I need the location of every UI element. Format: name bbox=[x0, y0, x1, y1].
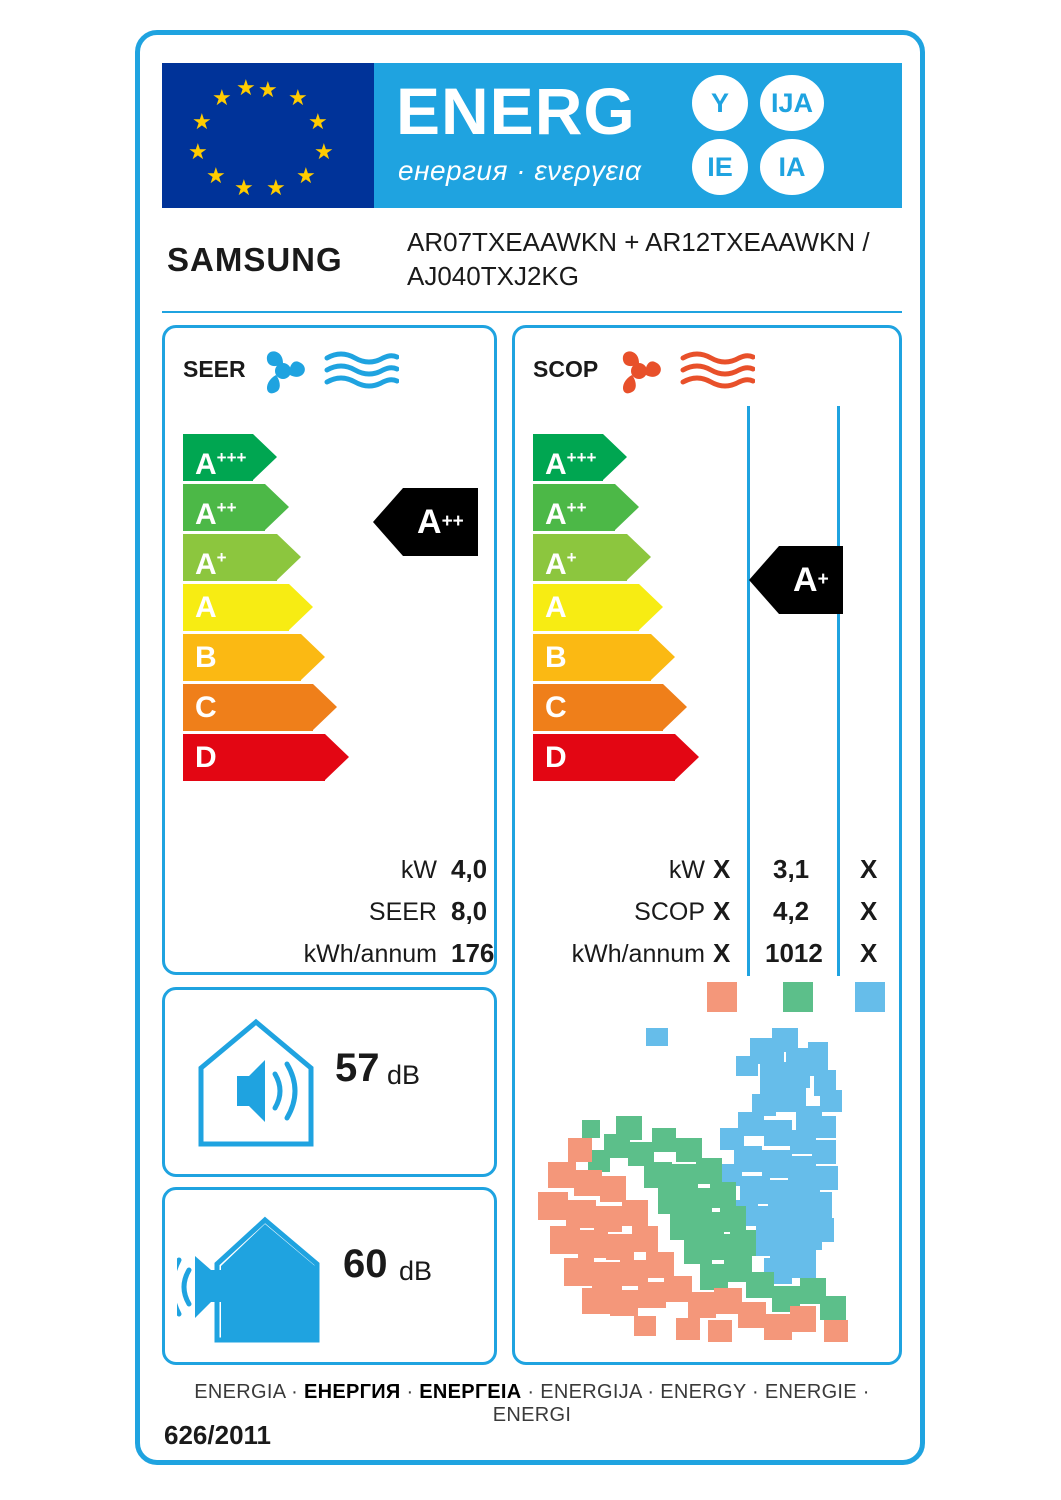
heating-row-kwh-label: kWh/annum bbox=[571, 940, 705, 968]
heating-warmer-kw: X bbox=[713, 854, 731, 884]
lang-circle-y: Y bbox=[692, 75, 748, 131]
heating-grade-label: D bbox=[545, 741, 567, 774]
heating-grade-arrow bbox=[651, 634, 675, 680]
cooling-grade-arrow bbox=[301, 634, 325, 680]
flag-star: ★ bbox=[314, 139, 334, 164]
heating-efficiency-scale bbox=[533, 434, 713, 784]
cooling-grade-5 bbox=[183, 634, 363, 681]
heating-grade-arrow bbox=[675, 734, 699, 780]
heating-warmer-scop: X bbox=[713, 896, 731, 926]
heating-row-scop-label: SCOP bbox=[634, 898, 705, 926]
heating-grade-7 bbox=[533, 734, 713, 781]
footer-lang-5: ENERGY bbox=[660, 1381, 747, 1403]
cooling-grade-label: A+ bbox=[195, 548, 227, 581]
heating-grade-arrow bbox=[663, 684, 687, 730]
lang-circle-ia: IA bbox=[760, 139, 824, 195]
climate-legend-warmer bbox=[707, 982, 737, 1012]
europe-climate-map bbox=[524, 1020, 894, 1360]
heating-grade-label: B bbox=[545, 641, 567, 674]
flag-star: ★ bbox=[288, 85, 308, 110]
cooling-grade-label: D bbox=[195, 741, 217, 774]
brand-row bbox=[162, 217, 902, 309]
airflow-waves-icon-cooling bbox=[323, 350, 399, 392]
heating-grade-4 bbox=[533, 584, 713, 631]
cooling-grade-arrow bbox=[289, 584, 313, 630]
energy-subtitle: енергия · ενεργεια bbox=[398, 155, 642, 186]
cooling-grade-label: A bbox=[195, 591, 217, 624]
energy-label bbox=[135, 30, 925, 1465]
manufacturer-name: SAMSUNG bbox=[167, 241, 343, 278]
flag-star: ★ bbox=[206, 163, 226, 188]
cooling-grade-2 bbox=[183, 484, 363, 531]
house-speaker-outdoor-icon bbox=[177, 1210, 327, 1350]
cooling-row-seer-value: 8,0 bbox=[451, 896, 488, 926]
eu-flag bbox=[162, 63, 374, 208]
cooling-grade-1 bbox=[183, 434, 363, 481]
cooling-row-kw-value: 4,0 bbox=[451, 854, 488, 884]
fan-icon-heating bbox=[607, 342, 671, 400]
header-divider bbox=[162, 311, 902, 313]
heating-title: SCOP bbox=[533, 356, 599, 382]
heating-grade-arrow bbox=[639, 584, 663, 630]
indoor-noise-panel bbox=[162, 987, 497, 1177]
flag-star: ★ bbox=[266, 175, 286, 200]
footer-lang-7: ENERGI bbox=[492, 1404, 572, 1426]
indoor-noise-value: 57 bbox=[335, 1046, 380, 1090]
heating-grade-arrow bbox=[615, 484, 639, 530]
heating-grade-arrow bbox=[627, 534, 651, 580]
cooling-grade-arrow bbox=[265, 484, 289, 530]
cooling-grade-arrow bbox=[277, 534, 301, 580]
heating-grade-label: C bbox=[545, 691, 567, 724]
heating-grade-3 bbox=[533, 534, 713, 581]
heating-grade-arrow bbox=[603, 434, 627, 480]
cooling-rating-value: A ++ bbox=[403, 488, 478, 556]
footer-languages: ENERGIA · ЕНЕРГИЯ · ΕΝΕΡΓΕΙΑ · ENERGIJA · ENERGY · ENERGIE · ENERGI bbox=[194, 1381, 870, 1426]
cooling-grade-label: A++ bbox=[195, 498, 237, 531]
lang-circle-ie: IE bbox=[692, 139, 748, 195]
heating-grade-label: A+ bbox=[545, 548, 577, 581]
footer-lang-1: ENERGIA bbox=[194, 1381, 286, 1403]
energy-banner bbox=[374, 63, 902, 208]
heating-grade-2 bbox=[533, 484, 713, 531]
energy-wordmark: ENERG bbox=[396, 74, 636, 148]
footer-lang-3: ΕΝΕΡΓΕΙΑ bbox=[419, 1381, 522, 1403]
heating-grade-1 bbox=[533, 434, 713, 481]
fan-icon-cooling bbox=[251, 342, 315, 400]
cooling-grade-arrow bbox=[253, 434, 277, 480]
heating-colder-kw: X bbox=[860, 854, 878, 884]
cooling-row-kwh-value: 176 bbox=[451, 938, 495, 968]
heating-colder-kwh: X bbox=[860, 938, 878, 968]
climate-legend-colder bbox=[855, 982, 885, 1012]
climate-column-divider-1 bbox=[747, 406, 750, 976]
lang-circle-ija: IJA bbox=[760, 75, 824, 131]
model-identifier: AR07TXEAAWKN + AR12TXEAAWKN / AJ040TXJ2KG bbox=[407, 227, 870, 291]
heating-grade-6 bbox=[533, 684, 713, 731]
cooling-grade-4 bbox=[183, 584, 363, 631]
label-header bbox=[162, 63, 902, 208]
footer-lang-6: ENERGIE bbox=[764, 1381, 857, 1403]
outdoor-noise-value: 60 bbox=[343, 1242, 388, 1286]
outdoor-noise-unit: dB bbox=[399, 1256, 433, 1286]
heating-grade-label: A++ bbox=[545, 498, 587, 531]
cooling-grade-label: B bbox=[195, 641, 217, 674]
cooling-panel bbox=[162, 325, 497, 975]
cooling-grade-label: A+++ bbox=[195, 448, 247, 481]
heating-average-kwh: 1012 bbox=[765, 938, 823, 968]
cooling-grade-arrow bbox=[313, 684, 337, 730]
flag-star: ★ bbox=[236, 75, 256, 100]
flag-star: ★ bbox=[234, 175, 254, 200]
flag-star: ★ bbox=[188, 139, 208, 164]
house-speaker-indoor-icon bbox=[191, 1014, 321, 1154]
footer-lang-4: ENERGIJA bbox=[540, 1381, 642, 1403]
heating-grade-5 bbox=[533, 634, 713, 681]
cooling-grade-label: C bbox=[195, 691, 217, 724]
heating-row-kw-label: kW bbox=[668, 856, 705, 884]
indoor-noise-unit: dB bbox=[387, 1060, 421, 1090]
cooling-row-kwh-label: kWh/annum bbox=[303, 940, 437, 968]
cooling-grade-6 bbox=[183, 684, 363, 731]
heating-rating-value: A + bbox=[779, 546, 843, 614]
heating-average-kw: 3,1 bbox=[773, 854, 810, 884]
cooling-row-seer-label: SEER bbox=[368, 898, 437, 926]
cooling-title: SEER bbox=[183, 356, 246, 382]
heating-colder-scop: X bbox=[860, 896, 878, 926]
cooling-grade-arrow bbox=[325, 734, 349, 780]
flag-star: ★ bbox=[296, 163, 316, 188]
flag-star: ★ bbox=[258, 77, 278, 102]
regulation-number: 626/2011 bbox=[164, 1420, 272, 1450]
cooling-grade-3 bbox=[183, 534, 363, 581]
climate-column-divider-2 bbox=[837, 406, 840, 976]
footer-lang-2: ЕНЕРГИЯ bbox=[303, 1381, 401, 1403]
flag-star: ★ bbox=[308, 109, 328, 134]
outdoor-noise-panel bbox=[162, 1187, 497, 1365]
flag-star: ★ bbox=[212, 85, 232, 110]
heating-warmer-kwh: X bbox=[713, 938, 731, 968]
flag-star: ★ bbox=[192, 109, 212, 134]
airflow-waves-icon-heating bbox=[679, 350, 755, 392]
cooling-grade-7 bbox=[183, 734, 363, 781]
heating-grade-label: A bbox=[545, 591, 567, 624]
climate-legend-average bbox=[783, 982, 813, 1012]
cooling-row-kw-label: kW bbox=[400, 856, 437, 884]
heating-average-scop: 4,2 bbox=[773, 896, 810, 926]
heating-grade-label: A+++ bbox=[545, 448, 597, 481]
cooling-efficiency-scale bbox=[183, 434, 363, 784]
